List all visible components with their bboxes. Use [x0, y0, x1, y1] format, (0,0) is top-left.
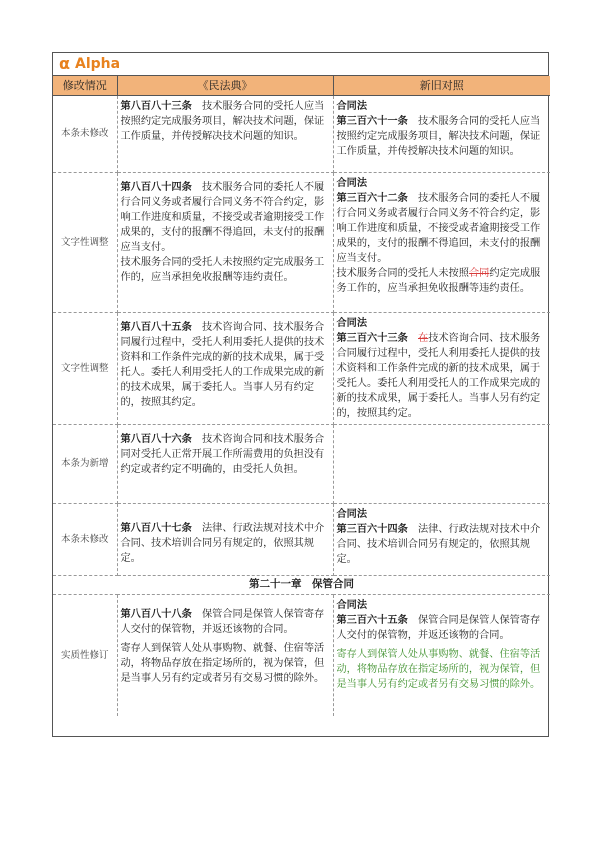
article-number: 第八百八十五条: [120, 320, 192, 333]
comparison-table: [53, 76, 550, 716]
civil-code-cell: [117, 95, 333, 172]
article-number: 第八百八十六条: [120, 432, 192, 445]
old-law-cell-empty: [333, 424, 550, 503]
header-compare: 新旧对照: [333, 76, 550, 95]
table-header-row: [53, 76, 550, 95]
article-paragraph-2: 寄存人到保管人处从事购物、就餐、住宿等活动，将物品存放在指定场所的，视为保管，但是当事人另有约定或者另有交易习惯的除外。: [120, 642, 325, 684]
article-text: 技术服务合同的委托人不履行合同义务或者履行合同义务不符合约定，影响工作进度和质量，不接受或者逾期接受工作成果的，支付的报酬不得追回，未支付的报酬应当支付。: [336, 192, 541, 264]
table-row: [53, 312, 550, 424]
article-paragraph-2: 技术服务合同的受托人未按照约定完成服务工作的，应当承担免收报酬等违约责任。: [120, 256, 325, 283]
old-law-cell: [333, 594, 550, 716]
status-cell: 本条未修改: [53, 95, 117, 172]
deleted-text: 合同: [468, 267, 490, 279]
article-number: 第八百八十三条: [120, 99, 192, 112]
law-name: 合同法: [336, 507, 368, 520]
article-number: 第八百八十四条: [120, 180, 192, 193]
status-cell: 实质性修订: [53, 594, 117, 716]
civil-code-cell: [117, 172, 333, 312]
status-cell: 本条未修改: [53, 503, 117, 575]
article-text: 保管合同是保管人保管寄存人交付的保管物，并返还该物的合同。: [120, 608, 325, 635]
alpha-logo-icon: α: [59, 54, 70, 73]
comparison-sheet: [52, 52, 549, 737]
status-cell: 本条为新增: [53, 424, 117, 503]
article-text: 法律、行政法规对技术中介合同、技术培训合同另有规定的，依照其规定。: [336, 523, 541, 565]
article-text: 保管合同是保管人保管寄存人交付的保管物，并返还该物的合同。: [336, 614, 541, 641]
article-number: 第三百六十四条: [336, 522, 408, 535]
article-number: 第三百六十三条: [336, 331, 408, 344]
old-law-cell: [333, 312, 550, 424]
deleted-text: 在: [418, 332, 429, 344]
law-name: 合同法: [336, 99, 368, 112]
article-paragraph-2-rest: 约定完成服务工作的，应当承担免收报酬等违约责任。: [336, 267, 541, 294]
brand-name: Alpha: [75, 56, 121, 72]
article-number: 第三百六十二条: [336, 191, 408, 204]
article-paragraph-2: 技术服务合同的受托人未按照: [336, 267, 469, 279]
header-civil-code: 《民法典》: [117, 76, 333, 95]
table-row: [53, 424, 550, 503]
added-text: 寄存人到保管人处从事购物、就餐、住宿等活动，将物品存放在指定场所的，视为保管，但是当事人另有约定或者另有交易习惯的除外。: [336, 648, 541, 690]
article-number: 第八百八十八条: [120, 607, 192, 620]
civil-code-cell: [117, 312, 333, 424]
table-row: [53, 594, 550, 716]
civil-code-cell: [117, 503, 333, 575]
law-name: 合同法: [336, 598, 368, 611]
article-text: 技术咨询合同、技术服务合同履行过程中，受托人利用委托人提供的技术资料和工作条件完成的新的技术成果，属于受托人。委托人利用受托人的工作成果完成的新的技术成果，属于委托人。当事人另有约定的，按照其约定。: [336, 332, 541, 419]
law-name: 合同法: [336, 316, 368, 329]
old-law-cell: [333, 95, 550, 172]
brand-bar: [53, 53, 548, 76]
article-number: 第八百八十七条: [120, 521, 192, 534]
old-law-cell: [333, 172, 550, 312]
table-row: [53, 503, 550, 575]
table-row: [53, 95, 550, 172]
article-text: 技术咨询合同和技术服务合同对受托人正常开展工作所需费用的负担没有约定或者约定不明确的，由受托人负担。: [120, 433, 325, 475]
article-number: 第三百六十五条: [336, 613, 408, 626]
civil-code-cell: [117, 424, 333, 503]
chapter-heading-row: [53, 575, 550, 594]
header-status: 修改情况: [53, 76, 117, 95]
table-row: [53, 172, 550, 312]
status-cell: 文字性调整: [53, 172, 117, 312]
article-text: 技术服务合同的受托人应当按照约定完成服务项目，解决技术问题，保证工作质量，并传授解决技术问题的知识。: [120, 100, 325, 142]
article-text: 技术服务合同的委托人不履行合同义务或者履行合同义务不符合约定，影响工作进度和质量，不接受或者逾期接受工作成果的，支付的报酬不得追回，未支付的报酬应当支付。: [120, 181, 325, 253]
old-law-cell: [333, 503, 550, 575]
article-number: 第三百六十一条: [336, 114, 408, 127]
civil-code-cell: [117, 594, 333, 716]
article-text: 技术咨询合同、技术服务合同履行过程中，受托人利用委托人提供的技术资料和工作条件完成的新的技术成果，属于受托人。委托人利用受托人的工作成果完成的新的技术成果，属于委托人。当事人另有约定的，按照其约定。: [120, 321, 325, 408]
law-name: 合同法: [336, 176, 368, 189]
chapter-heading: 第二十一章 保管合同: [53, 575, 550, 594]
status-cell: 文字性调整: [53, 312, 117, 424]
article-text: 技术服务合同的受托人应当按照约定完成服务项目，解决技术问题，保证工作质量，并传授解决技术问题的知识。: [336, 115, 541, 157]
article-text: 法律、行政法规对技术中介合同、技术培训合同另有规定的，依照其规定。: [120, 522, 325, 564]
